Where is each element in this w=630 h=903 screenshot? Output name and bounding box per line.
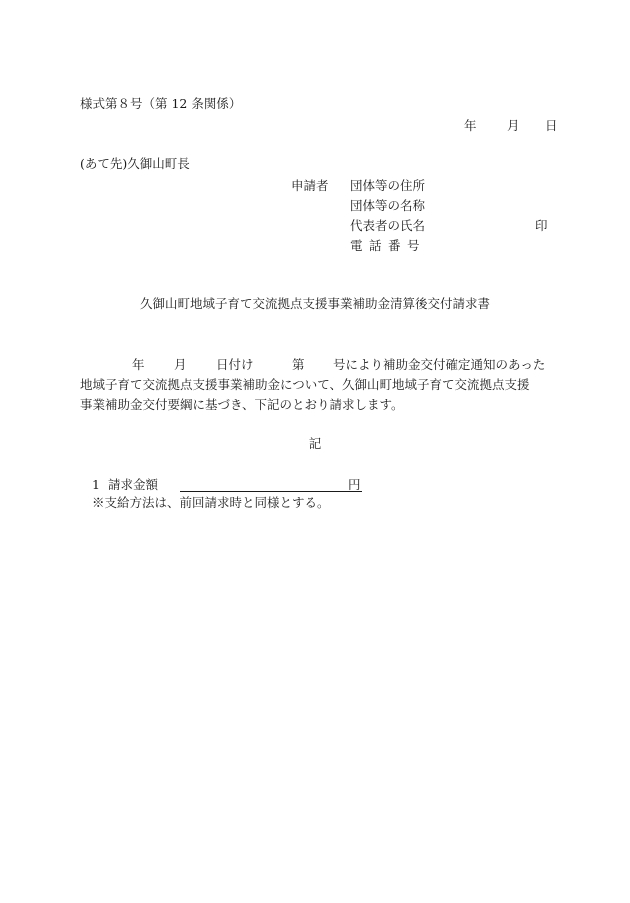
date-year-label: 年 xyxy=(464,118,477,133)
claim-item-number: 1 xyxy=(92,477,100,492)
date-ref-dated: 日付け xyxy=(216,357,254,372)
form-number: 様式第８号（第 12 条関係） xyxy=(80,96,242,111)
body-line-1-rest: 号により補助金交付確定通知のあった xyxy=(333,357,546,372)
date-day-label: 日 xyxy=(545,118,558,133)
record-label: 記 xyxy=(308,436,322,451)
date-month-label: 月 xyxy=(507,118,520,133)
phone-field-label: 電話番号 xyxy=(350,238,427,253)
body-line-2: 地域子育て交流拠点支援事業補助金について、久御山町地域子育て交流拠点支援 xyxy=(80,377,530,392)
document-title: 久御山町地域子育て交流拠点支援事業補助金清算後交付請求書 xyxy=(139,296,490,311)
addressee: (あて先)久御山町長 xyxy=(80,156,190,171)
claim-amount-input-line[interactable] xyxy=(180,491,362,492)
org-name-field-label: 団体等の名称 xyxy=(350,198,426,213)
address-field-label: 団体等の住所 xyxy=(350,178,426,193)
rep-name-field-label: 代表者の氏名 xyxy=(350,218,426,233)
claim-amount-unit: 円 xyxy=(348,477,361,492)
date-ref-year: 年 xyxy=(132,357,145,372)
date-ref-month: 月 xyxy=(174,357,187,372)
body-line-3: 事業補助金交付要綱に基づき、下記のとおり請求します。 xyxy=(80,397,404,412)
claim-amount-label: 請求金額 xyxy=(108,477,159,492)
applicant-label: 申請者 xyxy=(291,178,329,193)
date-ref-number-label: 第 xyxy=(292,357,305,372)
payment-method-note: ※支給方法は、前回請求時と同様とする。 xyxy=(92,495,330,510)
seal-mark: 印 xyxy=(535,218,548,233)
